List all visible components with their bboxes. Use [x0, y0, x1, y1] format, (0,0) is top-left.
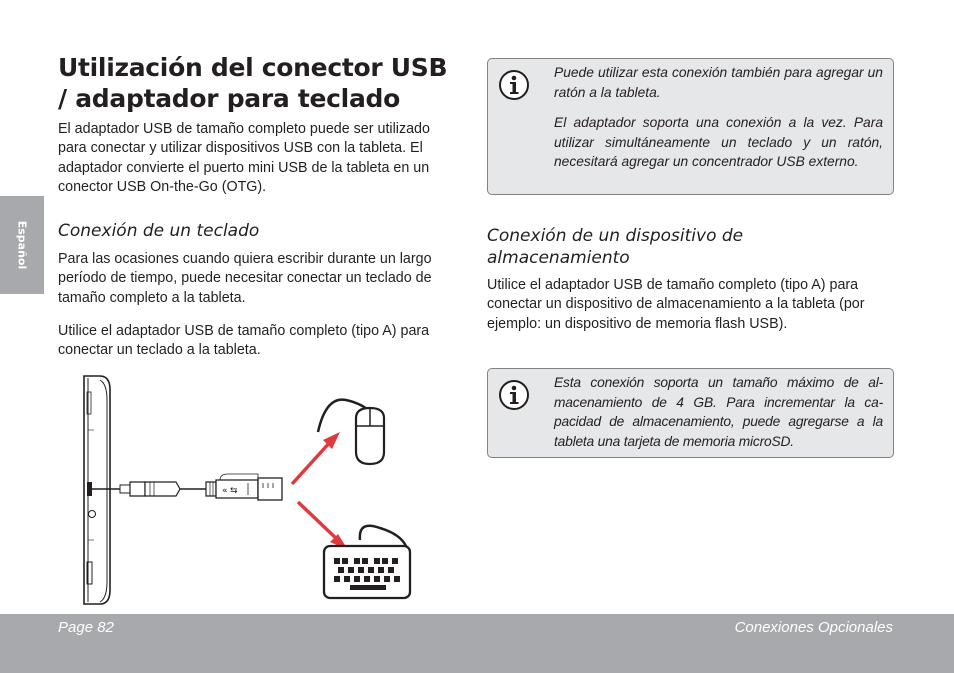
note-box-storage — [487, 368, 894, 458]
info-icon — [498, 379, 530, 411]
usb-cable-icon — [92, 474, 282, 500]
note-text-storage: Esta conexión soporta un tamaño máximo de al-macenamiento de 4 GB. Para incrementar la ca-pacidad de almacenamiento, puede agregarse a la tableta una tarjeta de memoria microSD. — [554, 375, 883, 449]
svg-text:«: « — [222, 486, 228, 496]
tablet-illustration — [84, 376, 110, 604]
page-footer — [0, 614, 954, 673]
mouse-icon — [318, 400, 384, 464]
note-text-mouse: Puede utilizar esta conexión también para agregar un ratón a la tableta. — [554, 65, 883, 100]
page-number: Page 82 — [58, 619, 114, 636]
note-text-hub: El adaptador soporta una conexión a la vez. Para utilizar simultáneamente un teclado y un ratón, necesitará agregar un concentrador USB externo. — [554, 115, 883, 169]
language-tab — [0, 196, 44, 294]
keyboard-heading: Conexión de un teclado — [58, 221, 260, 241]
info-icon — [498, 69, 530, 101]
intro-paragraph: El adaptador USB de tamaño completo puede ser utilizado para conectar y utilizar dispositivos USB con la tableta. El adaptador convierte el puerto mini USB de la tableta en un conector USB On-the-Go (OTG). — [58, 121, 430, 195]
storage-heading: Conexión de un dispositivo de almacenamiento — [487, 226, 744, 268]
keyboard-paragraph-1: Para las ocasiones cuando quiera escribir durante un largo período de tiempo, puede necesitar conectar un teclado de tamaño completo a la tableta. — [58, 251, 432, 306]
keyboard-paragraph-2: Utilice el adaptador USB de tamaño completo (tipo A) para conectar un teclado a la tableta. — [58, 323, 430, 359]
page-title: Utilización del conector USB / adaptador para teclado — [58, 53, 448, 113]
storage-paragraph: Utilice el adaptador USB de tamaño completo (tipo A) para conectar un dispositivo de almacenamiento a la tableta (por ejemplo: un dispositivo de memoria flash USB). — [487, 277, 865, 332]
section-name: Conexiones Opcionales — [734, 619, 893, 636]
language-tab-label: Español — [15, 220, 29, 270]
connection-illustration — [70, 370, 430, 610]
svg-text:⇆: ⇆ — [230, 486, 238, 496]
note-box-mouse — [487, 58, 894, 195]
arrow-icon — [292, 432, 348, 550]
